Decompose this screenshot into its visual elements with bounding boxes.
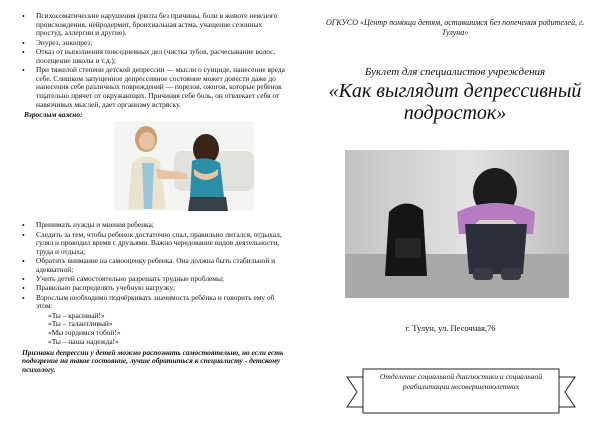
quote-line: «Ты – талантливый»	[48, 319, 113, 329]
psychologist-photo	[114, 121, 254, 211]
left-page	[0, 0, 300, 425]
final-note: Признаки депрессии у детей можно распознать самостоятельно, но если есть подозрение на такое состояние, лучше обратиться к специалисту - детскому психологу.	[22, 347, 284, 375]
quote-line: «Ты – красивый!»	[48, 310, 105, 320]
symptoms-list	[22, 12, 286, 110]
sad-teen-photo	[345, 150, 569, 298]
list-item: • Обратить внимание на самооценку ребенка. Она должна быть стабильной и адекватной;	[22, 257, 286, 274]
banner-text: Отделение социальной диагностики и социальной реабилитации несовершеннолетних	[379, 372, 543, 392]
list-item: • При тяжелой степени детской депрессии — мысли о суициде, нанесение вреда себе. Слишком запущенное депрессивное состояние может довести даже до нанесения себе различных повреждений — порезов, ожогов, которые ребенок тщательно прячет от окружающих. Причиняя себе боль, он отвлекает себя от навязчивых мыслей, дает организму встряску.	[22, 66, 286, 110]
adults-heading: Взрослым важно:	[24, 109, 83, 119]
quote-line: «Мы гордимся тобой!»	[48, 328, 121, 338]
department-banner	[345, 367, 577, 415]
organization-name: ОГКУСО «Центр помощи детям, оставшимся без попечения родителей, г. Тулуна»	[326, 18, 584, 37]
list-item: • Отказ от выполнения повседневных дел (чистка зубов, расчесывание волос, посещение школы и т.д.);	[22, 48, 286, 65]
list-item: • Принимать нужды и мнения ребенка;	[22, 221, 286, 230]
quotes-list	[22, 312, 286, 347]
address: г. Тулун, ул. Песочная,76	[405, 323, 496, 333]
advice-list	[22, 221, 286, 311]
list-item: • Взрослым необходимо подчёркивать значимость ребёнка и говорить ему об этом:	[22, 294, 286, 311]
booklet-title: «Как выглядит депрессивный подросток»	[328, 80, 582, 125]
quote-line: «Ты – наша надежда!»	[48, 336, 119, 346]
list-item: • Правильно распределять учебную нагрузку;	[22, 284, 286, 293]
right-page	[300, 0, 601, 425]
booklet-subtitle: Буклет для специалистов учреждения	[364, 66, 546, 78]
list-item: • Психосоматические нарушения (рвота без причины, боли в животе неясного происхождения, нейродермит, бронхиальная астма, учащение сезонных простуд, аллергии и другие).	[22, 12, 286, 38]
list-item: • Следить за тем, чтобы ребенок достаточно спал, правильно питался, отдыхал, гулял и проводил время с друзьями. Важно чередование видов деятельности, труда и отдыха;	[22, 231, 286, 257]
list-item: • Учить детей самостоятельно разрешать трудные проблемы;	[22, 275, 286, 284]
list-item: • Энурез, энкопрез;	[22, 39, 286, 48]
